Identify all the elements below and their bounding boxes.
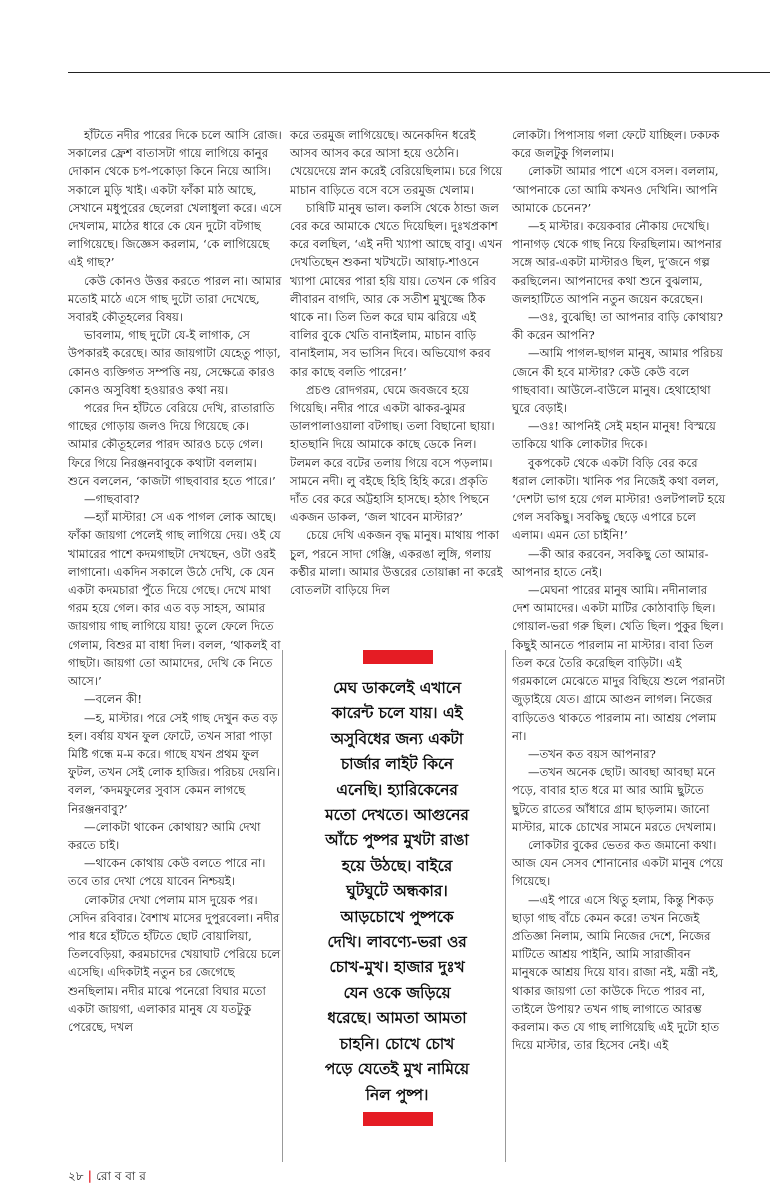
paragraph: —ওঃ! আপনিই সেই মহান মানুষ! বিস্ময়ে তাকিয়ে থাকি লোকটার দিকে। [512, 419, 716, 452]
top-rule [68, 72, 770, 73]
column-divider-left [282, 650, 283, 1162]
paragraph: চেয়ে দেখি একজন বৃদ্ধ মানুষ। মাথায় পাকা চুল, পরনে সাদা গেঞ্জি, একরঙা লুঙ্গি, গলায় কণ্ঠীর মালা। আমার উত্তরের তোয়াক্কা না করেই বোতলটা বাড়িয়ে দিল [290, 528, 503, 598]
paragraph: চাষিটি মানুষ ভাল। কলসি থেকে ঠান্ডা জল বের করে আমাকে খেতে দিয়েছিল। দুঃখপ্রকাশ করে বলছিল, ‘এই নদী খ্যাপা আছে বাবু। এখন দেখতিছেন শুকনা খটখটে। আষাঢ়-শাওনে খ্যাপা মোষের পারা হয়ি যায়। তেখন কে গরিব লীবারন বাগদি, আর কে সতীশ মুখুজ্জে ঠিক থাকে না। তিল তিল করে ঘাম ঝরিয়ে এই বালির বুকে খেতি বানাইলাম, মাচান বাড়ি বানাইলাম, সব ভাসিন দিবে। অভিযোগ করব কার কাছে বলতি পারেন!’ [290, 200, 503, 379]
paragraph: —থাকেন কোথায় কেউ বলতে পারে না। তবে তার দেখা পেয়ে যাবেন নিশ্চয়ই। [68, 856, 266, 889]
paragraph: —ওঃ, বুঝেছি! তা আপনার বাড়ি কোথায়? কী করেন আপনি? [512, 310, 723, 343]
paragraph: —গাছবাবা? [84, 492, 140, 507]
pull-quote-line: মতো দেখতে। আগুনের [325, 806, 469, 825]
paragraph: কেউ কোনও উত্তর করতে পারল না। আমার মতোই মাঠে এসে গাছ দুটো তারা দেখেছে, সবারই কৌতূহলের বিষয়। [68, 273, 282, 325]
pull-quote-line: পড়ে যেতেই মুখ নামিয়ে [324, 1060, 470, 1079]
paragraph: —এই পারে এসে থিতু হলাম, কিন্তু শিকড় ছাড়া গাছ বাঁচে কেমন করে! তখন নিজেই প্রতিজ্ঞা নিলাম, আমি নিজের দেশে, নিজের মাটিতে আশ্রয় পাইনি, আমি সারাজীবন মানুষকে আশ্রয় দিয়ে যাব। রাজা নই, মন্ত্রী নই, থাকার জায়গা তো কাউকে দিতে পারব না, তাইলে উপায়? তখন গাছ লাগাতে আরম্ভ করলাম। কত যে গাছ লাগিয়েছি এই দুটো হাত দিয়ে মাস্টার, তার হিসেব নেই। এই [512, 892, 720, 1053]
pull-quote-box [290, 650, 504, 1162]
pull-quote-line: নিল পুষ্প। [365, 1085, 429, 1104]
page-footer [68, 1168, 146, 1188]
red-accent-bar-top [363, 650, 433, 664]
paragraph: —হ, মাস্টার। পরে সেই গাছ দেখুন কত বড় হল। বর্ষায় যখন ফুল ফোটে, তখন সারা পাড়া মিষ্টি গন্ধে ম-ম করে। গাছে যখন প্রথম ফুল ফুটল, তখন সেই লোক হাজির। পরিচয় দেয়নি। বলল, ‘কদমফুলের সুবাস কেমন লাগছে নিরঞ্জনবাবু?’ [68, 710, 280, 816]
pull-quote-line: এনেছি। হ্যারিকেনের [336, 780, 458, 799]
paragraph: —হ মাস্টার। কয়েকবার নৌকায় দেখেছি। পানাগড় থেকে গাছ নিয়ে ফিরছিলাম। আপনার সঙ্গে আর-একটা মাস্টারও ছিল, দু’জনে গল্প করছিলেন। আপনাদের কথা শুনে বুঝলাম, জলহাটিতে আপনি নতুন জয়েন করেছেন। [512, 219, 722, 306]
paragraph: —মেঘনা পারের মানুষ আমি। নদীনালার দেশ আমাদের। একটা মাটির কোঠাবাড়ি ছিল। গোয়াল-ভরা গরু ছিল। খেতি ছিল। পুকুর ছিল। কিছুই আনতে পারলাম না মাস্টার। বাবা তিল তিল করে তৈরি করেছিল বাড়িটা। এই গরমকালে মেঝেতে মাদুর বিছিয়ে শুলে পরানটা জুড়াইয়ে যেত। গ্রামে আগুন লাগল। নিজের বাড়িতেও থাকতে পারলাম না। আশ্রয় পেলাম না। [512, 583, 725, 743]
paragraph: পরের দিন হাঁটতে বেরিয়ে দেখি, রাতারাতি গাছের গোড়ায় জলও দিয়ে গিয়েছে কে। আমার কৌতূহলের পারদ আরও চড়ে গেল। ফিরে গিয়ে নিরঞ্জনবাবুকে কথাটা বললাম। শুনে বললেন, ‘কাজটা গাছবাবার হতে পারে।’ [68, 401, 276, 488]
paragraph: —বলেন কী! [84, 692, 143, 707]
pull-quote-line: চাহনি। চোখে চোখ [339, 1034, 455, 1053]
pull-quote-line: কারেন্ট চলে যায়। এই [331, 704, 463, 723]
pull-quote-line: আঁচে পুষ্পর মুখটা রাঙা [325, 831, 469, 850]
paragraph: লোকটার বুকের ভেতর কত জমানো কথা। আজ যেন সেসব শোনানোর একটা মানুষ পেয়ে গিয়েছে। [512, 837, 724, 889]
red-accent-bar-bottom [363, 1112, 433, 1126]
pull-quote-line: দেখি। লাবণ্যে-ভরা ওর [327, 933, 467, 952]
paragraph: লোকটা আমার পাশে এসে বসল। বললাম, ‘আপনাকে তো আমি কখনও দেখিনি। আপনি আমাকে চেনেন?’ [512, 164, 719, 215]
paragraph: করে তরমুজ লাগিয়েছে। অনেকদিন ধরেই আসব আসব করে আসা হয়ে ওঠেনি। খেয়েদেয়ে স্নান করেই বেরিয়েছিলাম। চরে গিয়ে মাচান বাড়িতে বসে বসে তরমুজ খেলাম। [290, 128, 503, 197]
pull-quote-line: মেঘ ডাকলেই এখানে [332, 679, 462, 697]
paragraph: হাঁটতে নদীর পারের দিকে চলে আসি রোজ। সকালের ফ্রেশ বাতাসটা গায়ে লাগিয়ে কানুর দোকান থেকে চপ-পকোড়া কিনে নিয়ে আসি। সকালে মুড়ি খাই। একটা ফাঁকা মাঠ আছে, সেখানে মধুপুরের ছেলেরা খেলাধুলা করে। এসে দেখলাম, মাঠের ধারে কে যেন দুটো বটগাছ লাগিয়েছে। জিজ্ঞেস করলাম, ‘কে লাগিয়েছে এই গাছ?’ [68, 128, 282, 270]
magazine-name: রো ব বা র [95, 1169, 146, 1183]
paragraph: —লোকটা থাকেন কোথায়? আমি দেখা করতে চাই। [68, 819, 261, 852]
pull-quote [290, 676, 504, 1108]
pull-quote-line: চোখ-মুখ। হাজার দুঃখ [329, 958, 465, 977]
pull-quote-line: ধরেছে। আমতা আমতা [327, 1009, 467, 1028]
pull-quote-line: হয়ে উঠছে। বাইরে [341, 856, 453, 875]
paragraph: —কী আর করবেন, সবকিছু তো আমার-আপনার হাতে নেই। [512, 546, 709, 579]
page-number: ২৮ [68, 1169, 84, 1183]
paragraph: —তখন অনেক ছোট। আবছা আবছা মনে পড়ে, বাবার হাত ধরে মা আর আমি ছুটতে ছুটতে রাতের আঁধারে গ্রাম ছাড়লাম। জানো মাস্টার, মাকে চোখের সামনে মরতে দেখলাম। [512, 765, 716, 834]
pull-quote-line: আড়চোখে পুষ্পকে [340, 907, 454, 926]
paragraph: ভাবলাম, গাছ দুটো যে-ই লাগাক, সে উপকারই করেছে। আর জায়গাটা যেহেতু পাড়া, কোনও ব্যক্তিগত সম্পত্তি নয়, সেক্ষেত্রে কারও কোনও অসুবিধা হওয়ারও কথা নয়। [68, 328, 281, 397]
article-column-3 [512, 126, 726, 1054]
paragraph: —আমি পাগল-ছাগল মানুষ, আমার পরিচয় জেনে কী হবে মাস্টার? কেউ কেউ বলে গাছবাবা। আউলে-বাউলে মানুষ। হেথাহোথা ঘুরে বেড়াই। [512, 346, 723, 416]
pull-quote-line: ঘুটঘুটে অন্ধকার। [346, 882, 448, 901]
pull-quote-line: চার্জার লাইট কিনে [340, 755, 454, 774]
article-column-1 [68, 126, 282, 1036]
paragraph: প্রচণ্ড রোদগরম, ঘেমে জবজবে হয়ে গিয়েছি। নদীর পারে একটা ঝাকর-ঝুমর ডালপালাওয়ালা বটগাছ। তলা বিছানো ছায়া। হাতছানি দিয়ে আমাকে কাছে ডেকে নিল। টলমল করে বটের তলায় গিয়ে বসে পড়লাম। সামনে নদী। লু বইছে হিহি হিহি করে। প্রকৃতি দাঁত বের করে অট্টহাসি হাসছে। হঠাৎ পিছনে একজন ডাকল, ‘জল খাবেন মাস্টার?’ [290, 382, 495, 525]
paragraph: —তখন কত বয়স আপনার? [528, 746, 656, 761]
paragraph: বুকপকেট থেকে একটা বিড়ি বের করে ধরাল লোকটা। খানিক পর নিজেই কথা বলল, ‘দেশটা ভাগ হয়ে গেল মাস্টার! ওলটপালট হয়ে গেল সবকিছু। সবকিছু ছেড়ে এপারে চলে এলাম। এমন তো চাইনি!’ [512, 455, 726, 543]
paragraph: লোকটা। পিপাসায় গলা ফেটে যাচ্ছিল। ঢকঢক করে জলটুকু গিললাম। [512, 128, 720, 161]
column-divider-right [505, 650, 506, 1162]
paragraph: —হ্যাঁ মাস্টার! সে এক পাগল লোক আছে। ফাঁকা জায়গা পেলেই গাছ লাগিয়ে দেয়। ওই যে খামারের পাশে কদমগাছটা দেখছেন, ওটা ওরই লাগানো। একদিন সকালে উঠে দেখি, কে যেন একটা কদমচারা পুঁতে দিয়ে গেছে। দেখে মাথা গরম হয়ে গেল। কার এত বড় সাহস, আমার জায়গায় গাছ লাগিয়ে যায়! তুলে ফেলে দিতে গেলাম, বিশুর মা বাধা দিল। বলল, ‘থাকলই বা গাছটা। জায়গা তো আমাদের, দেখি কে নিতে আসে।’ [68, 510, 281, 689]
footer-separator: | [87, 1169, 92, 1183]
paragraph: লোকটার দেখা পেলাম মাস দুয়েক পর। সেদিন রবিবার। বৈশাখ মাসের দুপুরবেলা। নদীর পার ধরে হাঁটতে হাঁটতে ছোট বোয়ালিয়া, তিলবেড়িয়া, করমচাদের খেয়াঘাট পেরিয়ে চলে এসেছি। এদিকটাই নতুন চর জেগেছে শুনছিলাম। নদীর মাঝে পনেরো বিঘার মতো একটা জায়গা, এলাকার মানুষ যে যতটুকু পেরেছে, দখল [68, 892, 281, 1034]
pull-quote-line: যেন ওকে জড়িয়ে [343, 983, 451, 1002]
pull-quote-line: অসুবিধের জন্য একটা [330, 729, 464, 748]
article-column-2 [290, 126, 504, 599]
